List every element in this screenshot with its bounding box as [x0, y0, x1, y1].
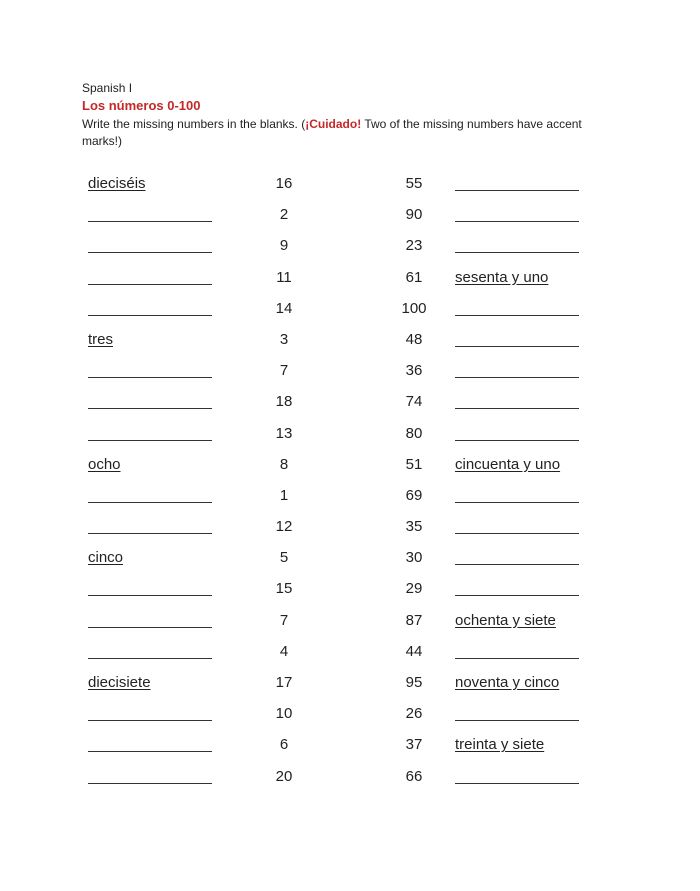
instructions-text-start: Write the missing numbers in the blanks. (: [82, 117, 306, 131]
exercise-row: [0, 698, 700, 729]
exercise-row: [0, 262, 700, 293]
left-number: 10: [275, 705, 293, 723]
exercise-row: [0, 168, 700, 199]
left-answer-blank[interactable]: [88, 440, 212, 441]
right-number: 26: [405, 705, 423, 723]
left-answer-word: dieciséis: [88, 175, 146, 192]
left-number: 2: [279, 206, 289, 224]
instructions-text-end: Two of the missing numbers have accent marks!): [82, 117, 582, 148]
exercise-row: [0, 324, 700, 355]
left-answer-blank[interactable]: [88, 595, 212, 596]
right-number: 48: [405, 330, 423, 348]
right-number: 35: [405, 518, 423, 536]
right-number: 36: [405, 362, 423, 380]
left-number: 11: [276, 268, 292, 286]
right-answer-blank[interactable]: [455, 533, 579, 534]
exercise-row: [0, 355, 700, 386]
right-number: 55: [405, 175, 423, 192]
left-number: 4: [279, 642, 289, 660]
right-number: 51: [405, 455, 423, 473]
left-answer-blank[interactable]: [88, 751, 212, 752]
exercise-row: [0, 761, 700, 792]
left-number: 16: [275, 175, 293, 192]
left-number: 15: [275, 580, 293, 598]
right-number: 61: [405, 268, 423, 286]
left-number: 18: [275, 393, 293, 411]
left-answer-blank[interactable]: [88, 502, 212, 503]
right-answer-blank[interactable]: [455, 346, 579, 347]
left-number: 9: [279, 237, 289, 255]
left-answer-word: cinco: [88, 549, 124, 567]
left-number: 1: [279, 486, 289, 504]
exercise-row: [0, 230, 700, 261]
exercise-row: [0, 729, 700, 760]
left-answer-blank[interactable]: [88, 533, 212, 534]
exercise-row: [0, 511, 700, 542]
right-number: 44: [405, 642, 423, 660]
exercise-row: [0, 573, 700, 604]
left-number: 7: [279, 611, 289, 629]
right-answer-blank[interactable]: [455, 221, 579, 222]
left-number: 17: [275, 674, 293, 691]
right-answer-blank[interactable]: [455, 564, 579, 565]
exercise-row: [0, 293, 700, 324]
worksheet-title: Los números 0-100: [82, 98, 201, 113]
right-answer-blank[interactable]: [455, 377, 579, 378]
right-number: 37: [405, 736, 423, 754]
left-answer-blank[interactable]: [88, 658, 212, 659]
right-number: 29: [405, 580, 423, 598]
right-number: 100: [401, 299, 427, 317]
instructions: [82, 116, 622, 150]
left-number: 6: [279, 736, 289, 754]
course-name: Spanish I: [82, 81, 133, 95]
right-number: 90: [405, 206, 423, 224]
exercise-row: [0, 418, 700, 449]
left-answer-word: tres: [88, 330, 114, 348]
right-answer-word: noventa y cinco: [455, 674, 560, 691]
exercise-row: [0, 386, 700, 417]
right-answer-blank[interactable]: [455, 408, 579, 409]
right-answer-blank[interactable]: [455, 315, 579, 316]
left-answer-blank[interactable]: [88, 408, 212, 409]
left-answer-word: ocho: [88, 455, 121, 473]
right-number: 30: [405, 549, 423, 567]
right-answer-blank[interactable]: [455, 595, 579, 596]
right-answer-blank[interactable]: [455, 658, 579, 659]
exercise-row: [0, 667, 700, 698]
right-answer-word: ochenta y siete: [455, 611, 556, 629]
caution-label: ¡Cuidado!: [305, 117, 362, 131]
left-answer-blank[interactable]: [88, 720, 212, 721]
left-answer-blank[interactable]: [88, 627, 212, 628]
right-answer-blank[interactable]: [455, 783, 579, 784]
right-number: 23: [405, 237, 423, 255]
left-number: 5: [279, 549, 289, 567]
exercise-row: [0, 542, 700, 573]
left-number: 3: [279, 330, 289, 348]
left-answer-blank[interactable]: [88, 783, 212, 784]
left-number: 13: [275, 424, 293, 442]
right-answer-blank[interactable]: [455, 502, 579, 503]
right-answer-blank[interactable]: [455, 440, 579, 441]
right-number: 74: [405, 393, 423, 411]
left-answer-blank[interactable]: [88, 377, 212, 378]
left-number: 8: [279, 455, 289, 473]
left-answer-blank[interactable]: [88, 252, 212, 253]
left-answer-blank[interactable]: [88, 221, 212, 222]
left-answer-blank[interactable]: [88, 315, 212, 316]
right-answer-blank[interactable]: [455, 252, 579, 253]
number-exercise-rows: [0, 168, 700, 792]
exercise-row: [0, 480, 700, 511]
left-answer-word: diecisiete: [88, 674, 151, 691]
right-number: 95: [405, 674, 423, 691]
exercise-row: [0, 199, 700, 230]
right-answer-word: treinta y siete: [455, 736, 545, 754]
right-number: 69: [405, 486, 423, 504]
right-answer-blank[interactable]: [455, 190, 579, 191]
exercise-row: [0, 605, 700, 636]
left-number: 14: [275, 299, 293, 317]
right-answer-word: sesenta y uno: [455, 268, 549, 286]
right-number: 87: [405, 611, 423, 629]
worksheet-header: [82, 80, 622, 150]
left-number: 7: [279, 362, 289, 380]
exercise-row: [0, 636, 700, 667]
exercise-row: [0, 449, 700, 480]
left-number: 12: [275, 518, 293, 536]
left-answer-blank[interactable]: [88, 284, 212, 285]
left-number: 20: [275, 767, 293, 785]
right-answer-blank[interactable]: [455, 720, 579, 721]
right-number: 66: [405, 767, 423, 785]
right-answer-word: cincuenta y uno: [455, 455, 561, 473]
right-number: 80: [405, 424, 423, 442]
